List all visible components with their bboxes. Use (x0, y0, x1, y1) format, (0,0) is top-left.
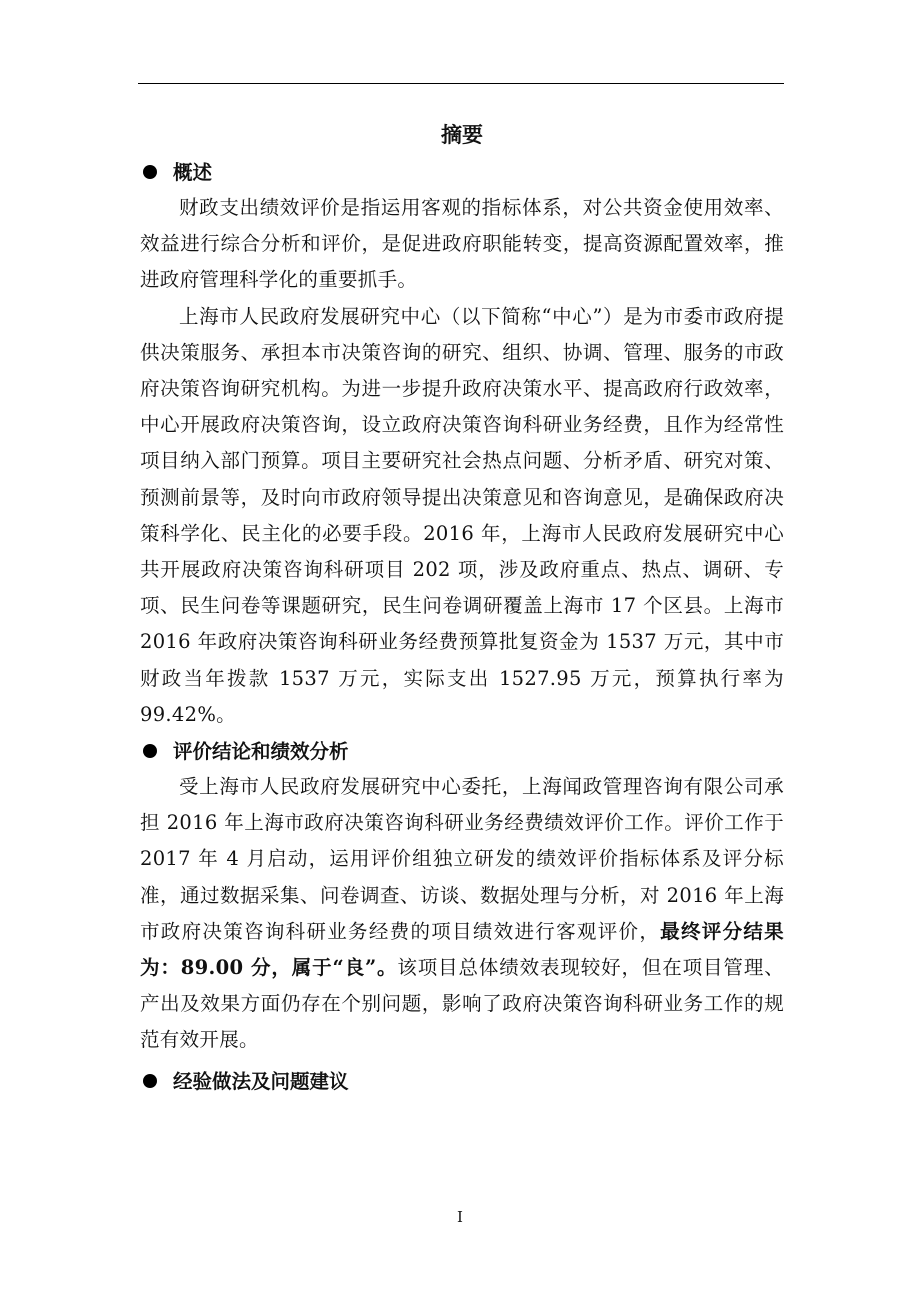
bullet-icon (143, 744, 157, 758)
conclusion-text-before: 受上海市人民政府发展研究中心委托，上海闻政管理咨询有限公司承担 2016 年上海市政府决策咨询科研业务经费绩效评价工作。评价工作于 2017 年 4 月启动，运用评价组独立研发的绩效评价指标体系及评分标准，通过数据采集、问卷调查、访谈、数据处理与分析，对 2016 年上海市政府决策咨询科研业务经费的项目绩效进行客观评价， (140, 775, 784, 943)
final-score-statement: 最终评分结果为：89.00 分，属于“良”。 (140, 919, 784, 980)
section-heading-conclusion (140, 735, 784, 769)
bullet-icon (143, 165, 157, 179)
overview-paragraph-2: 上海市人民政府发展研究中心（以下简称“中心”）是为市委市政府提供决策服务、承担本市决策咨询的研究、组织、协调、管理、服务的市政府决策咨询研究机构。为进一步提升政府决策水平、提高政府行政效率，中心开展政府决策咨询，设立政府决策咨询科研业务经费，且作为经常性项目纳入部门预算。项目主要研究社会热点问题、分析矛盾、研究对策、预测前景等，及时向市政府领导提出决策意见和咨询意见，是确保政府决策科学化、民主化的必要手段。2016 年，上海市人民政府发展研究中心共开展政府决策咨询科研项目 202 项，涉及政府重点、热点、调研、专项、民生问卷等课题研究，民生问卷调研覆盖上海市 17 个区县。上海市 2016 年政府决策咨询科研业务经费预算批复资金为 1537 万元，其中市财政当年拨款 1537 万元，实际支出 1527.95 万元，预算执行率为 99.42%。 (140, 304, 784, 726)
page-number: I (457, 1208, 463, 1226)
section-heading-text: 评价结论和绩效分析 (173, 740, 349, 764)
section-heading-text: 概述 (173, 161, 213, 184)
section-heading-experience (140, 1065, 784, 1099)
conclusion-text-after: 该项目总体绩效表现较好，但在项目管理、产出及效果方面仍存在个别问题，影响了政府决策咨询科研业务工作的规范有效开展。 (140, 956, 784, 1052)
overview-paragraph-1: 财政支出绩效评价是指运用客观的指标体系，对公共资金使用效率、效益进行综合分析和评价，是促进政府职能转变，提高资源配置效率，推进政府管理科学化的重要抓手。 (140, 196, 784, 292)
bullet-icon (143, 1074, 157, 1088)
document-title: 摘要 (441, 122, 483, 147)
conclusion-paragraph (140, 769, 784, 1059)
section-heading-overview (140, 156, 784, 190)
section-heading-text: 经验做法及问题建议 (173, 1069, 349, 1093)
document-page (140, 118, 784, 1099)
header-rule (138, 83, 784, 84)
